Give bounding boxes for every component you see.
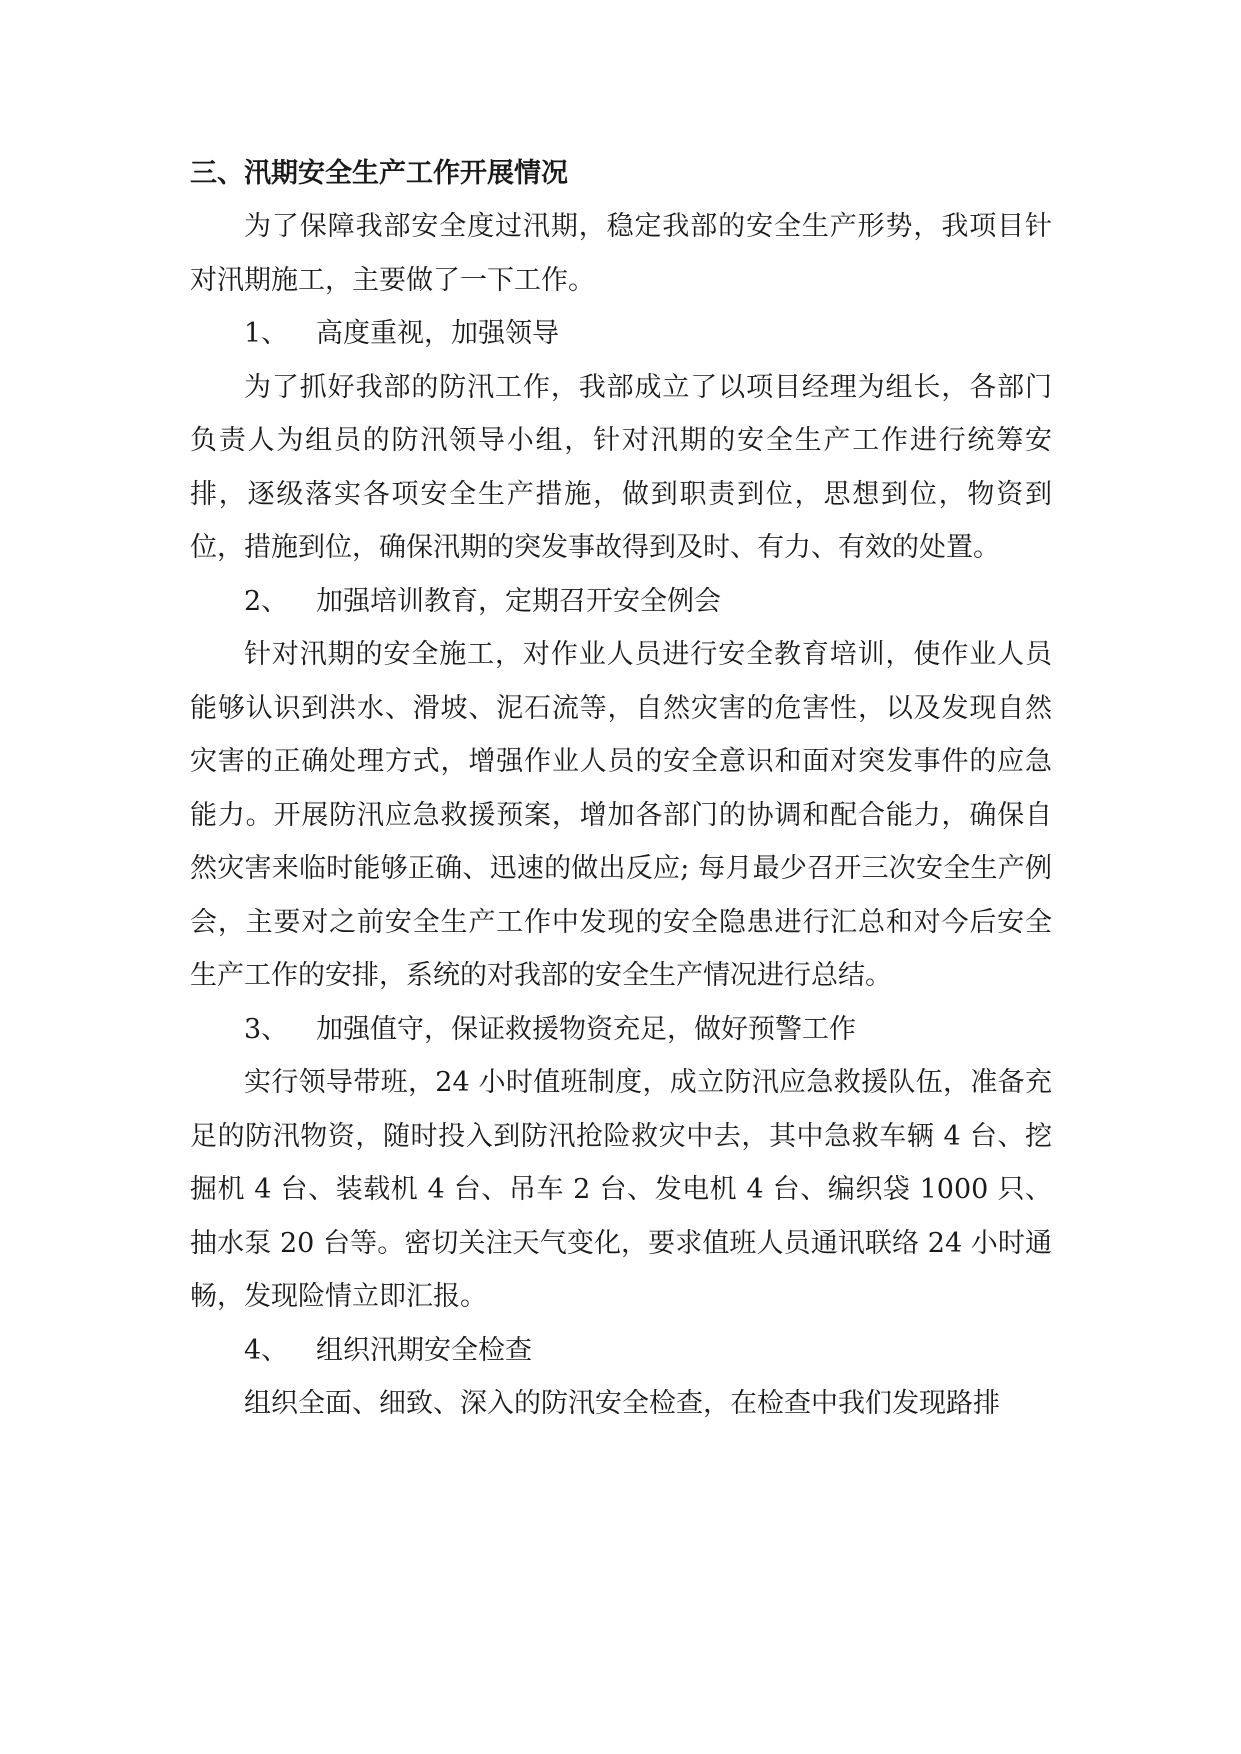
item-1-heading — [190, 307, 1052, 361]
item-3-heading — [190, 1003, 1052, 1057]
item-2-title: 加强培训教育，定期召开安全例会 — [316, 585, 721, 617]
item-3-number: 3、 — [244, 1013, 289, 1045]
item-4-title: 组织汛期安全检查 — [316, 1334, 532, 1366]
item-1-body: 为了抓好我部的防汛工作，我部成立了以项目经理为组长，各部门负责人为组员的防汛领导小组，针对汛期的安全生产工作进行统筹安排，逐级落实各项安全生产措施，做到职责到位，思想到位，物资到位，措施到位，确保汛期的突发事故得到及时、有力、有效的处置。 — [190, 371, 1052, 563]
item-2-body: 针对汛期的安全施工，对作业人员进行安全教育培训，使作业人员能够认识到洪水、滑坡、泥石流等，自然灾害的危害性，以及发现自然灾害的正确处理方式，增强作业人员的安全意识和面对突发事件的应急能力。开展防汛应急救援预案，增加各部门的协调和配合能力，确保自然灾害来临时能够正确、迅速的做出反应; 每月最少召开三次安全生产例会，主要对之前安全生产工作中发现的安全隐患进行汇总和对今后安全生产工作的安排，系统的对我部的安全生产情况进行总结。 — [190, 639, 1052, 991]
section-heading: 三、汛期安全生产工作开展情况 — [190, 158, 568, 189]
item-4-heading — [190, 1324, 1052, 1378]
intro-paragraph: 为了保障我部安全度过汛期，稳定我部的安全生产形势，我项目针对汛期施工，主要做了一下工作。 — [190, 211, 1052, 296]
item-1-title: 高度重视，加强领导 — [316, 318, 559, 349]
item-4-number: 4、 — [244, 1334, 289, 1366]
document-page — [190, 148, 1052, 1431]
item-3-title: 加强值守，保证救援物资充足，做好预警工作 — [316, 1013, 856, 1045]
item-2-number: 2、 — [244, 585, 289, 617]
item-2-heading — [190, 575, 1052, 629]
item-3-body: 实行领导带班，24 小时值班制度，成立防汛应急救援队伍，准备充足的防汛物资，随时投入到防汛抢险救灾中去，其中急救车辆 4 台、挖掘机 4 台、装载机 4 台、吊车 2 台、发电机 4 台、编织袋 1000 只、抽水泵 20 台等。密切关注天气变化，要求值班人员通讯联络 24 小时通畅，发现险情立即汇报。 — [190, 1067, 1052, 1312]
item-1-number: 1、 — [244, 318, 289, 349]
item-4-body: 组织全面、细致、深入的防汛安全检查，在检查中我们发现路排 — [244, 1388, 1000, 1419]
